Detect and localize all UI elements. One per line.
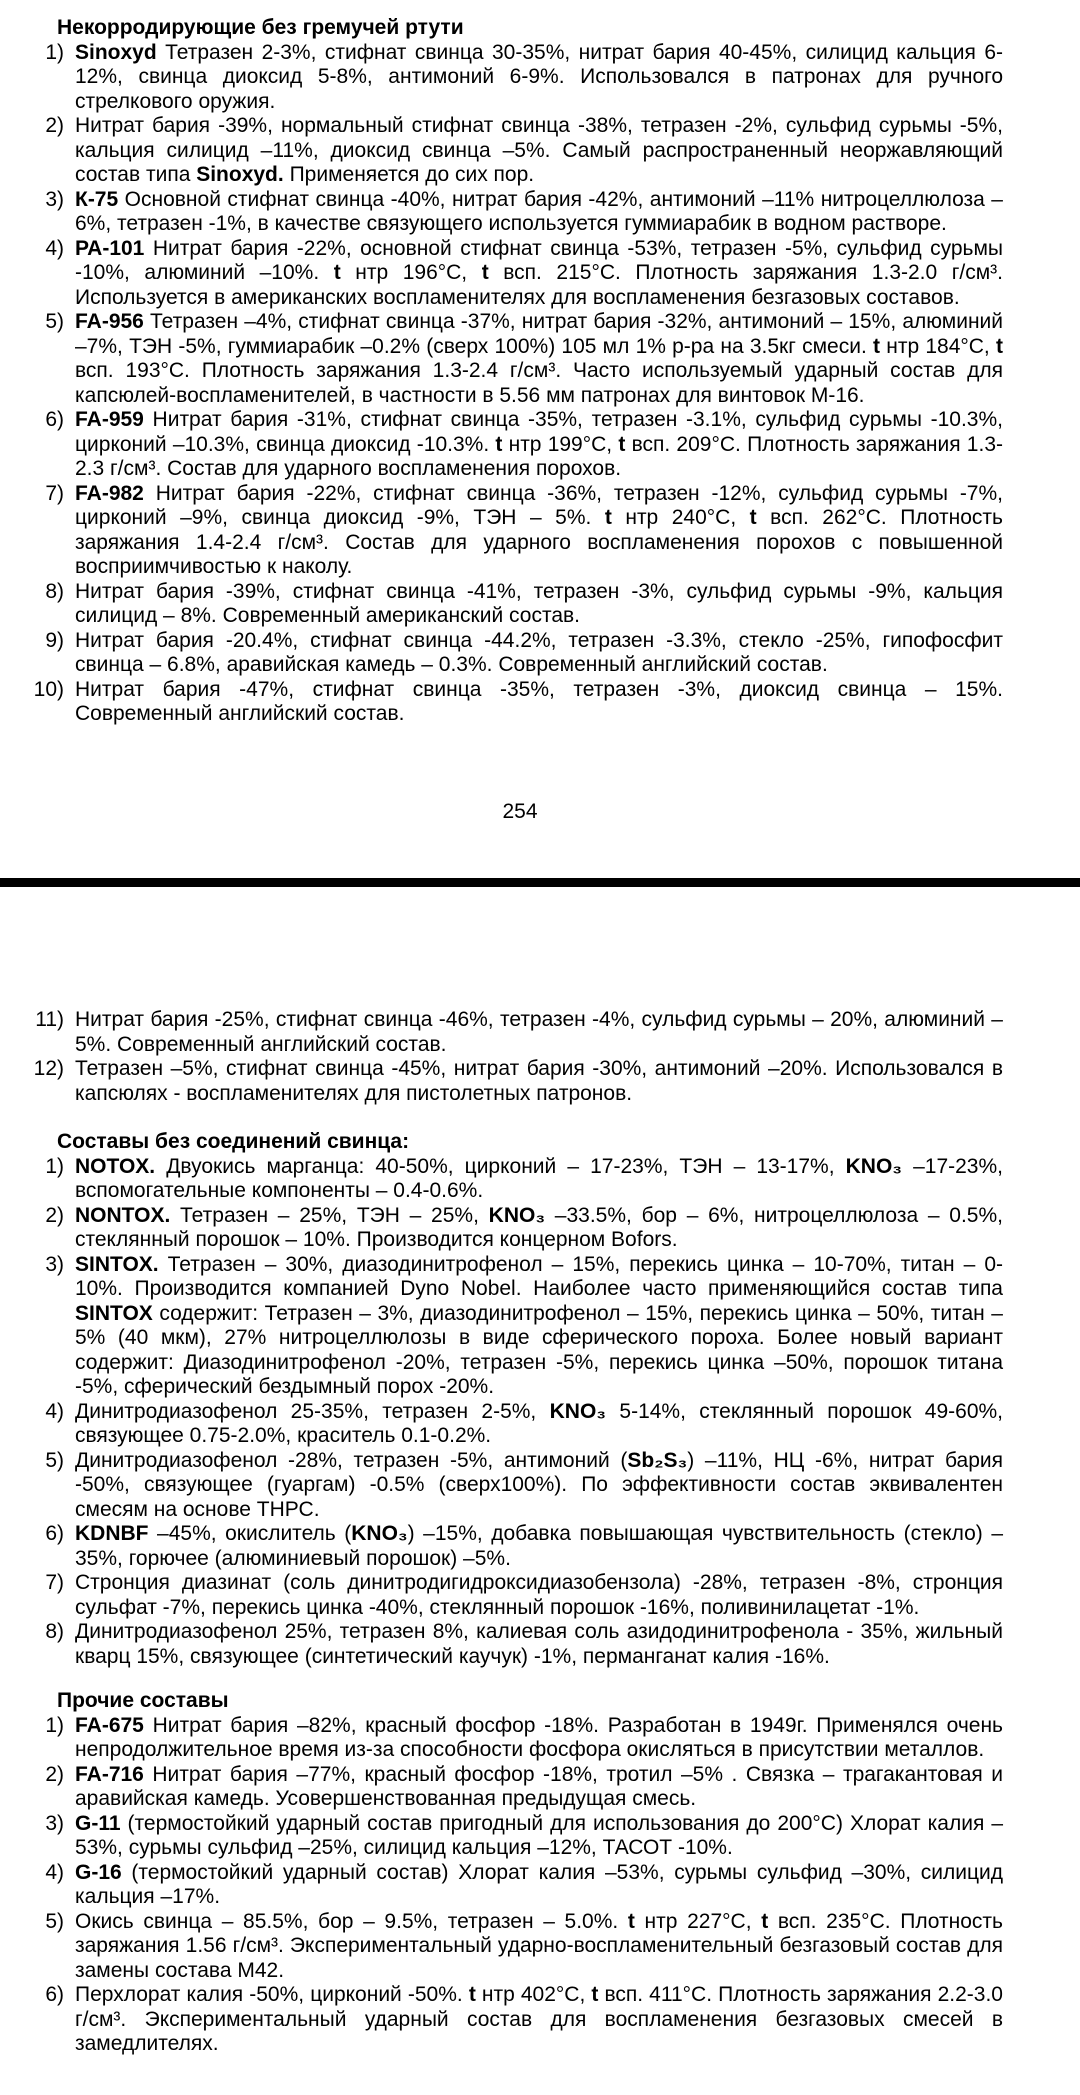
item-number: 2)	[45, 114, 64, 137]
item-text: NOTOX. Двуокись марганца: 40-50%, цирконий – 17-23%, ТЭН – 13-17%, KNO₃ –17-23%, вспомогательные компоненты – 0.4-0.6%.	[75, 1154, 1003, 1202]
item-text: FA-956 Тетразен –4%, стифнат свинца -37%, нитрат бария -32%, антимоний – 15%, алюминий –7%, ТЭН -5%, гуммиарабик –0.2% (сверх 100%) 105 мл 1% р-ра на 3.5кг смеси. t нтр 184°С, t всп. 193°С. Плотность заряжания 1.3-2.4 г/см³. Часто используемый ударный состав для капсюлей-воспламенителей, в частности в 5.56 мм патронах для винтовок М-16.	[75, 310, 1003, 407]
item-number: 11)	[35, 1008, 64, 1031]
item-text: Нитрат бария -20.4%, стифнат свинца -44.2%, тетразен -3.3%, стекло -25%, гипофосфит свинца – 6.8%, аравийская камедь – 0.3%. Современный английский состав.	[75, 628, 1003, 676]
item-text: FA-716 Нитрат бария –77%, красный фосфор -18%, тротил –5% . Связка – трагакантовая и аравийская камедь. Усовершенствованная предыдущая смесь.	[75, 1762, 1003, 1810]
list-item	[0, 629, 1080, 678]
item-text: Динитродиазофенол -28%, тетразен -5%, антимоний (Sb₂S₃) –11%, НЦ -6%, нитрат бария -50%, связующее (гуаргам) -0.5% (сверх100%). По эффективности состав эквивалентен смесям на основе ТНРС.	[75, 1448, 1003, 1521]
list-item	[0, 1571, 1080, 1620]
section-heading-other: Прочие составы	[57, 1689, 229, 1712]
item-text: РА-101 Нитрат бария -22%, основной стифнат свинца -53%, тетразен -5%, сульфид сурьмы -10%, алюминий –10%. t нтр 196°С, t всп. 215°С. Плотность заряжания 1.3-2.0 г/см³. Используется в американских воспламенителях для воспламенения безгазовых составов.	[75, 236, 1003, 309]
list-item	[0, 1057, 1080, 1106]
item-text: Sinoxyd Тетразен 2-3%, стифнат свинца 30-35%, нитрат бария 40-45%, силицид кальция 6-12%, свинца диоксид 5-8%, антимоний 6-9%. Использовался в патронах для ручного стрелкового оружия.	[75, 40, 1003, 113]
page-break-divider	[0, 878, 1080, 887]
list-item	[0, 310, 1080, 408]
list-item	[0, 1714, 1080, 1763]
list-item	[0, 41, 1080, 115]
list-item	[0, 482, 1080, 580]
list-item	[0, 1008, 1080, 1057]
item-number: 5)	[45, 310, 64, 333]
lead-free-list	[0, 1155, 1080, 1670]
list-item	[0, 1449, 1080, 1523]
page-254	[0, 16, 1080, 823]
item-text: Нитрат бария -25%, стифнат свинца -46%, тетразен -4%, сульфид сурьмы – 20%, алюминий – 5%. Современный английский состав.	[75, 1008, 1003, 1056]
list-item	[0, 1763, 1080, 1812]
item-text: FA-675 Нитрат бария –82%, красный фосфор -18%. Разработан в 1949г. Применялся очень непродолжительное время из-за способности фосфора окисляться в присутствии металлов.	[75, 1713, 1003, 1761]
page-number: 254	[502, 800, 538, 823]
item-number: 3)	[45, 187, 64, 211]
item-text: SINTOX. Тетразен – 30%, диазодинитрофенол – 15%, перекись цинка – 10-70%, титан – 0-10%. Производится компанией Dyno Nobel. Наиболее часто применяющийся состав типа SINTOX содержит: Тетразен – 3%, диазодинитрофенол – 15%, перекись цинка – 50%, титан – 5% (40 мкм), 27% нитроцеллюлозы в виде сферического пороха. Более новый вариант содержит: Диазодинитрофенол -20%, тетразен -5%, перекись цинка –50%, порошок титана -5%, сферический бездымный порох -20%.	[75, 1252, 1003, 1398]
item-number: 12)	[33, 1057, 64, 1080]
other-compositions-list	[0, 1714, 1080, 2057]
item-text: Перхлорат калия -50%, цирконий -50%. t нтр 402°С, t всп. 411°С. Плотность заряжания 2.2-3.0 г/см³. Экспериментальный ударный состав для воспламенения безгазовых смесей в замедлителях.	[75, 1983, 1003, 2055]
list-item	[0, 1983, 1080, 2057]
item-text: Динитродиазофенол 25%, тетразен 8%, калиевая соль азидодинитрофенола - 35%, жильный кварц 15%, связующее (синтетический каучук) -1%, перманганат калия -16%.	[75, 1620, 1003, 1668]
list-item	[0, 1522, 1080, 1571]
item-number: 7)	[45, 1571, 64, 1594]
item-number: 5)	[45, 1448, 64, 1472]
item-number: 4)	[45, 1399, 64, 1423]
item-number: 3)	[45, 1811, 64, 1835]
item-text: Динитродиазофенол 25-35%, тетразен 2-5%, KNO₃ 5-14%, стеклянный порошок 49-60%, связующее 0.75-2.0%, краситель 0.1-0.2%.	[75, 1399, 1003, 1447]
item-text: FA-959 Нитрат бария -31%, стифнат свинца -35%, тетразен -3.1%, сульфид сурьмы -10.3%, цирконий –10.3%, свинца диоксид -10.3%. t нтр 199°С, t всп. 209°С. Плотность заряжания 1.3-2.3 г/см³. Состав для ударного воспламенения порохов.	[75, 408, 1003, 480]
item-number: 4)	[45, 236, 64, 260]
noncorroding-list	[0, 41, 1080, 727]
list-item	[0, 678, 1080, 727]
item-number: 1)	[45, 1713, 64, 1737]
section-heading-noncorroding: Некорродирующие без гремучей ртути	[57, 16, 464, 39]
list-item	[0, 1204, 1080, 1253]
list-item	[0, 1155, 1080, 1204]
item-number: 6)	[45, 1983, 64, 2006]
list-item	[0, 408, 1080, 482]
item-text: Стронция диазинат (соль динитродигидроксидиазобензола) -28%, тетразен -8%, стронция сульфат -7%, перекись цинка -40%, стеклянный порошок -16%, поливинилацетат -1%.	[75, 1571, 1003, 1619]
item-number: 6)	[45, 1522, 64, 1545]
item-number: 1)	[45, 1154, 64, 1178]
item-number: 1)	[45, 40, 64, 64]
page-255	[0, 1008, 1080, 2057]
item-text: К-75 Основной стифнат свинца -40%, нитрат бария -42%, антимоний –11% нитроцеллюлоза –6%, тетразен -1%, в качестве связующего используется гуммиарабик в водном растворе.	[75, 187, 1003, 235]
item-number: 10)	[33, 677, 64, 701]
item-text: Нитрат бария -39%, стифнат свинца -41%, тетразен -3%, сульфид сурьмы -9%, кальция силицид – 8%. Современный американский состав.	[75, 579, 1003, 627]
item-number: 5)	[45, 1909, 64, 1933]
item-text: Нитрат бария -39%, нормальный стифнат свинца -38%, тетразен -2%, сульфид сурьмы -5%, кальция силицид –11%, диоксид свинца –5%. Самый распространенный неоржавляющий состав типа Sinoxyd. Применяется до сих пор.	[75, 114, 1003, 186]
list-item	[0, 114, 1080, 188]
item-number: 9)	[45, 628, 64, 652]
list-item	[0, 1910, 1080, 1984]
item-text: G-11 (термостойкий ударный состав пригодный для использования до 200°С) Хлорат калия – 53%, сурьмы сульфид –25%, силицид кальция –12%, ТАСОТ -10%.	[75, 1811, 1003, 1859]
list-item	[0, 1861, 1080, 1910]
item-number: 7)	[45, 481, 64, 505]
section-heading-lead-free: Составы без соединений свинца:	[57, 1130, 410, 1153]
item-text: KDNBF –45%, окислитель (KNO₃) –15%, добавка повышающая чувствительность (стекло) – 35%, горючее (алюминиевый порошок) –5%.	[75, 1522, 1003, 1570]
item-number: 8)	[45, 579, 64, 603]
list-item	[0, 580, 1080, 629]
item-number: 3)	[45, 1252, 64, 1276]
item-number: 8)	[45, 1620, 64, 1643]
list-item	[0, 237, 1080, 311]
list-item	[0, 1812, 1080, 1861]
item-text: Тетразен –5%, стифнат свинца -45%, нитрат бария -30%, антимоний –20%. Использовался в капсюлях - воспламенителях для пистолетных патронов.	[75, 1057, 1003, 1105]
list-item	[0, 188, 1080, 237]
noncorroding-list-continued	[0, 1008, 1080, 1106]
list-item	[0, 1400, 1080, 1449]
item-number: 4)	[45, 1860, 64, 1884]
list-item	[0, 1253, 1080, 1400]
item-text: Окись свинца – 85.5%, бор – 9.5%, тетразен – 5.0%. t нтр 227°С, t всп. 235°С. Плотность заряжания 1.56 г/см³. Экспериментальный ударно-воспламенительный безгазовый состав для замены состава М42.	[75, 1909, 1003, 1982]
list-item	[0, 1620, 1080, 1669]
item-text: G-16 (термостойкий ударный состав) Хлорат калия –53%, сурьмы сульфид –30%, силицид кальция –17%.	[75, 1860, 1003, 1908]
item-number: 2)	[45, 1762, 64, 1786]
item-text: Нитрат бария -47%, стифнат свинца -35%, тетразен -3%, диоксид свинца – 15%. Современный английский состав.	[75, 677, 1003, 725]
item-text: NONTOX. Тетразен – 25%, ТЭН – 25%, KNO₃ –33.5%, бор – 6%, нитроцеллюлоза – 0.5%, стеклянный порошок – 10%. Производится концерном Bofors.	[75, 1203, 1003, 1251]
item-number: 2)	[45, 1203, 64, 1227]
item-number: 6)	[45, 408, 64, 431]
item-text: FA-982 Нитрат бария -22%, стифнат свинца -36%, тетразен -12%, сульфид сурьмы -7%, цирконий –9%, свинца диоксид -9%, ТЭН – 5%. t нтр 240°С, t всп. 262°С. Плотность заряжания 1.4-2.4 г/см³. Состав для ударного воспламенения порохов с повышенной восприимчивостью к наколу.	[75, 481, 1003, 578]
